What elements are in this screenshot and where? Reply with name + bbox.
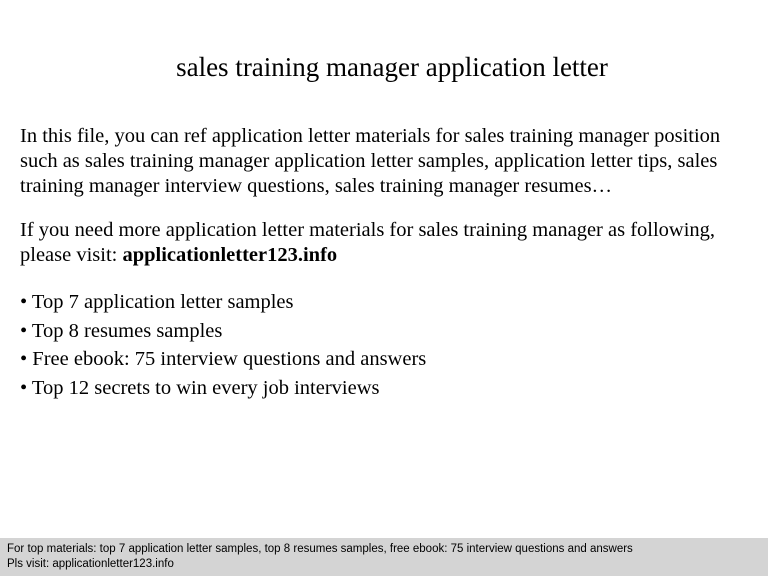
materials-list bbox=[20, 288, 426, 402]
intro-paragraph bbox=[20, 124, 755, 199]
footer-line: Pls visit: applicationletter123.info bbox=[7, 558, 174, 570]
list-item: • Top 7 application letter samples bbox=[20, 291, 294, 313]
visit-line: If you need more application letter materials for sales training manager as following, bbox=[20, 219, 716, 241]
list-item: • Free ebook: 75 interview questions and answers bbox=[20, 348, 427, 370]
footer-line: For top materials: top 7 application letter samples, top 8 resumes samples, free ebook: 75 interview questions and answers bbox=[7, 543, 633, 555]
visit-prefix: please visit: bbox=[20, 244, 123, 266]
visit-line-link bbox=[20, 243, 755, 268]
intro-line: training manager interview questions, sales training manager resumes… bbox=[20, 175, 613, 197]
intro-line: such as sales training manager application letter samples, application letter tips, sales bbox=[20, 150, 718, 172]
footer-banner bbox=[0, 538, 768, 576]
list-item: • Top 8 resumes samples bbox=[20, 319, 223, 342]
intro-line: In this file, you can ref application letter materials for sales training manager position bbox=[20, 125, 721, 147]
visit-link[interactable]: applicationletter123.info bbox=[122, 244, 338, 266]
visit-paragraph bbox=[20, 218, 755, 268]
page-title: sales training manager application letter bbox=[176, 52, 608, 82]
list-item: • Top 12 secrets to win every job interviews bbox=[20, 376, 380, 399]
